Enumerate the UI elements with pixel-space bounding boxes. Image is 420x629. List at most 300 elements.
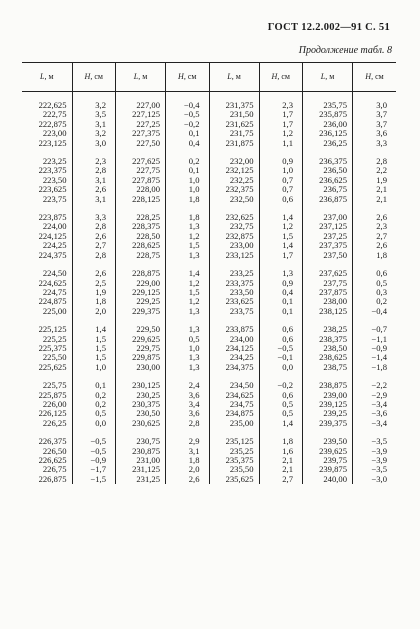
cell-length: 224,00: [42, 222, 67, 232]
cell-height: 1,4: [72, 325, 116, 334]
table-row: [22, 475, 396, 484]
cell-length: 223,00: [42, 129, 67, 139]
cell-height: −3,0: [353, 475, 397, 484]
cell-length: 228,875: [116, 269, 166, 278]
cell-height: −1,1: [353, 335, 397, 344]
cell-height: 0,4: [166, 139, 210, 148]
cell-length: 234,00: [209, 335, 259, 344]
cell-height: 1,0: [72, 363, 116, 372]
cell-length: 223,375: [38, 166, 67, 176]
cell-length: 230,625: [116, 419, 166, 428]
cell-height: 1,9: [353, 176, 397, 185]
cell-height: 1,2: [259, 222, 303, 231]
cell-length: 226,125: [38, 409, 67, 419]
cell-length: 238,625: [303, 353, 353, 362]
cell-height: 0,2: [353, 297, 397, 306]
cell-height: 1,0: [166, 344, 210, 353]
cell-length: 238,375: [303, 335, 353, 344]
table-row: [22, 400, 396, 409]
cell-height: 3,6: [166, 391, 210, 400]
cell-height: 2,7: [72, 241, 116, 250]
cell-height: 2,2: [353, 166, 397, 175]
cell-height: 1,3: [166, 222, 210, 231]
cell-length: 226,00: [42, 399, 67, 409]
cell-length: 227,875: [116, 176, 166, 185]
cell-height: 1,9: [72, 288, 116, 297]
cell-height: 3,0: [353, 101, 397, 110]
cell-length: 229,875: [116, 353, 166, 362]
cell-height: 1,8: [166, 456, 210, 465]
cell-height: 1,4: [259, 419, 303, 428]
cell-length: 233,625: [209, 297, 259, 306]
cell-height: 0,4: [259, 288, 303, 297]
cell-length: 236,25: [303, 139, 353, 148]
cell-length: 230,375: [116, 400, 166, 409]
cell-height: 1,5: [259, 232, 303, 241]
cell-height: 2,4: [166, 381, 210, 390]
cell-height: −0,9: [72, 456, 116, 465]
cell-height: −0,2: [259, 381, 303, 390]
cell-length: 239,00: [303, 391, 353, 400]
table-body: [22, 92, 396, 485]
cell-length: 231,125: [116, 465, 166, 474]
cell-length: 229,00: [116, 279, 166, 288]
cell-length: 233,25: [209, 269, 259, 278]
cell-length: 234,875: [209, 409, 259, 418]
cell-length: 230,50: [116, 409, 166, 418]
cell-length: 232,25: [209, 176, 259, 185]
cell-length: 235,00: [209, 419, 259, 428]
cell-height: 2,1: [259, 465, 303, 474]
cell-height: 1,7: [259, 251, 303, 260]
cell-height: 3,4: [166, 400, 210, 409]
cell-height: 2,3: [353, 222, 397, 231]
cell-length: 227,375: [116, 129, 166, 138]
cell-height: 2,1: [259, 456, 303, 465]
cell-length: 235,375: [209, 456, 259, 465]
cell-height: 0,5: [353, 279, 397, 288]
cell-length: 236,375: [303, 157, 353, 166]
cell-height: −3,5: [353, 465, 397, 474]
page-header: ГОСТ 12.2.002—91 С. 51: [267, 22, 390, 33]
cell-length: 228,25: [116, 213, 166, 222]
cell-height: 3,2: [72, 129, 116, 138]
cell-height: 3,1: [166, 447, 210, 456]
cell-length: 233,125: [209, 251, 259, 260]
cell-height: 0,6: [259, 391, 303, 400]
cell-height: 1,5: [166, 241, 210, 250]
cell-height: 2,6: [72, 269, 116, 278]
cell-length: 225,875: [38, 390, 67, 400]
cell-length: 225,75: [42, 381, 67, 391]
cell-height: 0,0: [259, 363, 303, 372]
cell-length: 231,50: [209, 110, 259, 119]
cell-height: 1,3: [259, 269, 303, 278]
cell-length: 234,75: [209, 400, 259, 409]
cell-length: 227,00: [116, 101, 166, 110]
cell-length: 232,75: [209, 222, 259, 231]
cell-height: −3,9: [353, 447, 397, 456]
cell-height: 0,1: [72, 381, 116, 390]
table-row: [22, 325, 396, 334]
cell-length: 225,25: [42, 334, 67, 344]
cell-height: −2,9: [353, 391, 397, 400]
table-row: [22, 419, 396, 428]
cell-height: 2,0: [72, 307, 116, 316]
cell-height: 0,6: [259, 335, 303, 344]
cell-height: 1,3: [166, 363, 210, 372]
cell-length: 223,75: [42, 194, 67, 204]
group-spacer: [22, 204, 396, 213]
cell-length: 227,25: [116, 120, 166, 129]
column-header-l: L, м: [22, 63, 72, 92]
cell-height: 3,7: [353, 110, 397, 119]
table-row: [22, 288, 396, 297]
cell-height: −1,7: [72, 465, 116, 474]
cell-length: 222,875: [38, 119, 67, 129]
cell-length: 233,75: [209, 307, 259, 316]
cell-height: 2,6: [72, 185, 116, 194]
cell-length: 223,25: [42, 157, 67, 167]
table-row: [22, 222, 396, 231]
cell-height: 1,2: [259, 129, 303, 138]
cell-height: 0,5: [72, 409, 116, 418]
cell-length: 232,125: [209, 166, 259, 175]
group-spacer: [22, 260, 396, 269]
cell-length: 226,50: [42, 446, 67, 456]
cell-height: 0,9: [259, 157, 303, 166]
cell-length: 226,375: [38, 437, 67, 447]
cell-length: 237,125: [303, 222, 353, 231]
cell-length: 234,50: [209, 381, 259, 390]
table-row: [22, 129, 396, 138]
cell-length: 232,375: [209, 185, 259, 194]
group-spacer: [22, 372, 396, 381]
cell-height: 2,8: [72, 251, 116, 260]
cell-length: 237,25: [303, 232, 353, 241]
table-row: [22, 409, 396, 418]
cell-length: 228,00: [116, 185, 166, 194]
cell-length: 223,625: [38, 185, 67, 195]
table-row: [22, 110, 396, 119]
cell-length: 230,75: [116, 437, 166, 446]
cell-length: 236,625: [303, 176, 353, 185]
cell-height: 1,4: [259, 213, 303, 222]
cell-height: 0,1: [166, 166, 210, 175]
cell-length: 237,875: [303, 288, 353, 297]
cell-height: 0,7: [259, 185, 303, 194]
cell-height: 1,3: [166, 251, 210, 260]
table-row: [22, 195, 396, 204]
cell-length: 225,375: [38, 343, 67, 353]
cell-height: −3,4: [353, 400, 397, 409]
column-header-l: L, м: [116, 63, 166, 92]
cell-height: 0,1: [166, 129, 210, 138]
cell-length: 230,875: [116, 447, 166, 456]
table-continuation-label: Продолжение табл. 8: [298, 45, 392, 56]
cell-height: −0,1: [259, 353, 303, 362]
cell-height: 1,4: [166, 269, 210, 278]
cell-length: 234,375: [209, 363, 259, 372]
cell-length: 231,00: [116, 456, 166, 465]
column-header-h: H, см: [166, 63, 210, 92]
data-table: [22, 62, 396, 484]
column-header-l: L, м: [303, 63, 353, 92]
cell-height: 1,8: [353, 251, 397, 260]
cell-length: 226,875: [38, 474, 67, 484]
cell-height: 2,8: [166, 419, 210, 428]
cell-height: 3,3: [353, 139, 397, 148]
cell-height: 1,6: [259, 447, 303, 456]
cell-length: 240,00: [303, 475, 353, 484]
cell-height: 0,7: [259, 176, 303, 185]
cell-length: 236,125: [303, 129, 353, 138]
cell-height: 1,2: [166, 297, 210, 306]
cell-height: 2,3: [72, 157, 116, 166]
cell-length: 229,75: [116, 344, 166, 353]
cell-length: 235,625: [209, 475, 259, 484]
cell-length: 238,125: [303, 307, 353, 316]
cell-length: 227,75: [116, 166, 166, 175]
cell-height: 1,1: [259, 139, 303, 148]
cell-height: 3,6: [353, 129, 397, 138]
cell-length: 224,125: [38, 231, 67, 241]
cell-height: −0,2: [166, 120, 210, 129]
cell-height: 1,8: [166, 213, 210, 222]
table-row: [22, 344, 396, 353]
table-row: [22, 157, 396, 166]
cell-length: 237,00: [303, 213, 353, 222]
cell-height: 1,8: [259, 437, 303, 446]
cell-length: 239,75: [303, 456, 353, 465]
cell-length: 236,50: [303, 166, 353, 175]
cell-length: 232,875: [209, 232, 259, 241]
column-header-h: H, см: [353, 63, 397, 92]
cell-height: 2,1: [353, 195, 397, 204]
cell-length: 230,25: [116, 391, 166, 400]
cell-length: 229,50: [116, 325, 166, 334]
cell-height: 1,5: [166, 288, 210, 297]
cell-length: 228,125: [116, 195, 166, 204]
cell-height: −0,4: [353, 307, 397, 316]
cell-height: −1,4: [353, 353, 397, 362]
group-spacer: [22, 316, 396, 325]
cell-height: 3,5: [72, 110, 116, 119]
cell-height: −3,6: [353, 409, 397, 418]
cell-height: 3,7: [353, 120, 397, 129]
cell-length: 238,875: [303, 381, 353, 390]
cell-length: 235,25: [209, 447, 259, 456]
cell-height: 3,1: [72, 195, 116, 204]
cell-height: 2,7: [259, 475, 303, 484]
table-row: [22, 101, 396, 110]
cell-height: 0,5: [259, 400, 303, 409]
cell-length: 237,75: [303, 279, 353, 288]
cell-length: 227,625: [116, 157, 166, 166]
table-row: [22, 335, 396, 344]
cell-length: 237,375: [303, 241, 353, 250]
cell-height: 1,8: [166, 195, 210, 204]
cell-length: 238,75: [303, 363, 353, 372]
cell-length: 237,625: [303, 269, 353, 278]
column-header-h: H, см: [259, 63, 303, 92]
cell-length: 230,00: [116, 363, 166, 372]
cell-height: 3,2: [72, 101, 116, 110]
cell-length: 233,375: [209, 279, 259, 288]
cell-length: 228,375: [116, 222, 166, 231]
cell-height: 0,1: [259, 297, 303, 306]
table-row: [22, 353, 396, 362]
cell-length: 234,25: [209, 353, 259, 362]
cell-length: 225,50: [42, 353, 67, 363]
cell-height: 2,0: [166, 465, 210, 474]
table-row: [22, 185, 396, 194]
table-row: [22, 307, 396, 316]
cell-length: 232,50: [209, 195, 259, 204]
cell-height: 1,0: [166, 185, 210, 194]
table-row: [22, 456, 396, 465]
cell-height: 2,8: [72, 222, 116, 231]
cell-length: 231,625: [209, 120, 259, 129]
table-row: [22, 381, 396, 390]
table-row: [22, 166, 396, 175]
cell-height: −3,9: [353, 456, 397, 465]
table-row: [22, 232, 396, 241]
cell-length: 226,25: [42, 418, 67, 428]
cell-length: 226,625: [38, 456, 67, 465]
cell-height: 1,2: [166, 279, 210, 288]
group-spacer: [22, 428, 396, 437]
cell-height: −0,5: [166, 110, 210, 119]
cell-length: 225,125: [38, 325, 67, 335]
cell-length: 239,50: [303, 437, 353, 446]
cell-height: 3,0: [72, 139, 116, 148]
cell-height: 1,3: [166, 353, 210, 362]
cell-length: 228,50: [116, 232, 166, 241]
cell-length: 224,25: [42, 241, 67, 251]
cell-height: 2,8: [353, 157, 397, 166]
cell-height: 2,8: [72, 166, 116, 175]
cell-length: 225,625: [38, 362, 67, 372]
cell-length: 239,125: [303, 400, 353, 409]
cell-length: 235,75: [303, 101, 353, 110]
table-row: [22, 447, 396, 456]
cell-height: 2,9: [166, 437, 210, 446]
table-row: [22, 297, 396, 306]
table-row: [22, 241, 396, 250]
table-row: [22, 279, 396, 288]
cell-height: 2,3: [259, 101, 303, 110]
cell-height: 1,5: [72, 353, 116, 362]
cell-length: 224,625: [38, 278, 67, 288]
cell-length: 224,375: [38, 250, 67, 260]
cell-height: 1,7: [259, 110, 303, 119]
table-row: [22, 269, 396, 278]
table-row: [22, 213, 396, 222]
cell-height: 0,1: [259, 307, 303, 316]
cell-length: 236,875: [303, 195, 353, 204]
cell-height: −0,7: [353, 325, 397, 334]
cell-height: 1,3: [166, 307, 210, 316]
cell-length: 224,50: [42, 269, 67, 279]
cell-height: −3,5: [353, 437, 397, 446]
cell-height: 0,5: [166, 335, 210, 344]
cell-height: −0,5: [72, 447, 116, 456]
group-spacer: [22, 92, 396, 102]
cell-length: 238,25: [303, 325, 353, 334]
cell-length: 223,50: [42, 175, 67, 185]
cell-height: −0,5: [72, 437, 116, 446]
table-row: [22, 251, 396, 260]
cell-length: 232,625: [209, 213, 259, 222]
cell-length: 224,75: [42, 287, 67, 297]
cell-length: 231,75: [209, 129, 259, 138]
cell-height: 1,5: [72, 344, 116, 353]
cell-length: 231,875: [209, 139, 259, 148]
cell-height: 0,3: [353, 288, 397, 297]
cell-height: 0,0: [72, 419, 116, 428]
table-row: [22, 176, 396, 185]
cell-height: 2,6: [353, 213, 397, 222]
cell-length: 239,875: [303, 465, 353, 474]
cell-height: 1,2: [166, 232, 210, 241]
cell-length: 238,50: [303, 344, 353, 353]
table-row: [22, 120, 396, 129]
cell-length: 224,875: [38, 297, 67, 307]
table-row: [22, 391, 396, 400]
cell-height: −0,4: [166, 101, 210, 110]
cell-length: 223,125: [38, 138, 67, 148]
cell-length: 233,875: [209, 325, 259, 334]
cell-length: 239,25: [303, 409, 353, 418]
cell-length: 230,125: [116, 381, 166, 390]
cell-height: 3,1: [72, 120, 116, 129]
cell-height: 1,4: [259, 241, 303, 250]
cell-height: −1,8: [353, 363, 397, 372]
cell-height: −0,5: [259, 344, 303, 353]
cell-height: −1,5: [72, 475, 116, 484]
cell-length: 235,875: [303, 110, 353, 119]
column-header-h: H, см: [72, 63, 116, 92]
cell-height: 1,8: [72, 297, 116, 306]
cell-height: 1,5: [72, 335, 116, 344]
cell-length: 228,625: [116, 241, 166, 250]
cell-length: 227,125: [116, 110, 166, 119]
cell-length: 235,50: [209, 465, 259, 474]
cell-length: 233,00: [209, 241, 259, 250]
cell-height: 0,6: [259, 195, 303, 204]
cell-height: 3,1: [72, 176, 116, 185]
table-row: [22, 139, 396, 148]
table-row: [22, 437, 396, 446]
cell-height: 3,6: [166, 409, 210, 418]
cell-length: 229,625: [116, 335, 166, 344]
cell-length: 229,125: [116, 288, 166, 297]
table-header-row: [22, 63, 396, 92]
cell-height: 2,7: [353, 232, 397, 241]
cell-height: −2,2: [353, 381, 397, 390]
cell-height: 2,6: [166, 475, 210, 484]
cell-height: 1,3: [166, 325, 210, 334]
cell-length: 237,50: [303, 251, 353, 260]
cell-length: 229,375: [116, 307, 166, 316]
cell-length: 228,75: [116, 251, 166, 260]
cell-length: 226,75: [42, 465, 67, 475]
cell-height: 1,0: [259, 166, 303, 175]
cell-length: 231,25: [116, 475, 166, 484]
cell-height: 0,6: [259, 325, 303, 334]
cell-height: 2,1: [353, 185, 397, 194]
